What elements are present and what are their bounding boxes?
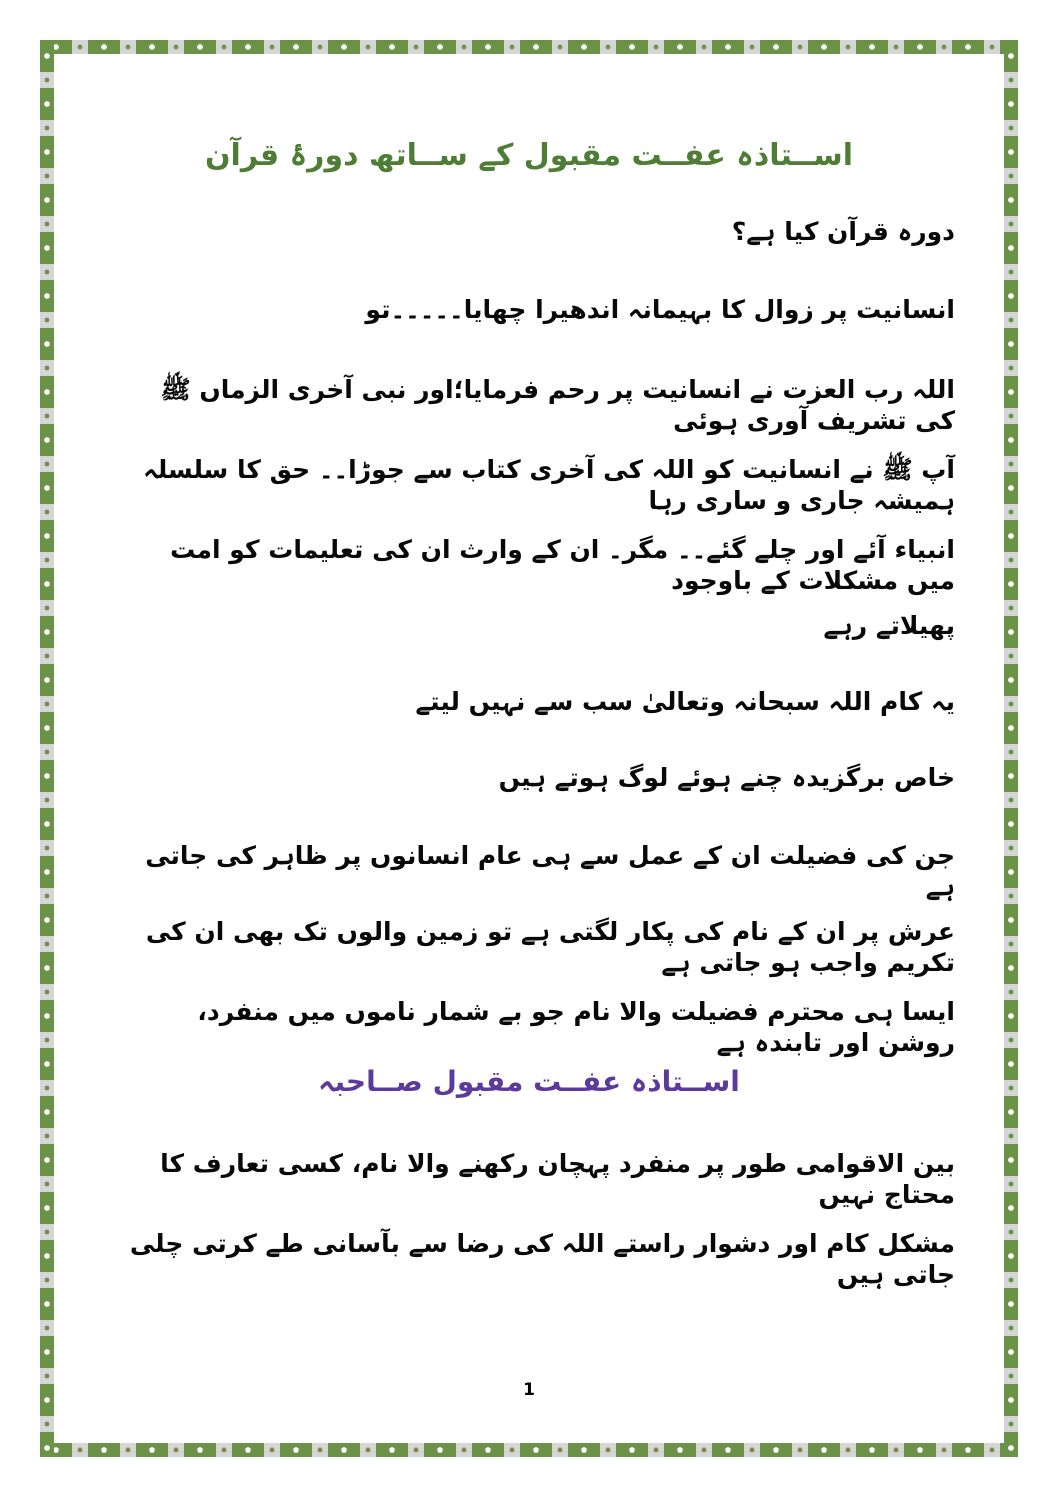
border-right: [1004, 40, 1018, 1457]
border-bottom: [40, 1443, 1018, 1457]
body-line-9: جن کی فضیلت ان کے عمل سے ہی عام انسانوں پر ظاہر کی جاتی ہے: [145, 841, 955, 902]
body-line-7: یہ کام اللہ سبحانہ وتعالیٰ سب سے نہیں لیتے: [415, 687, 955, 716]
body-line-6: پھیلاتے رہے: [823, 611, 955, 640]
body-line-8: خاص برگزیدہ چنے ہوئے لوگ ہوتے ہیں: [498, 763, 955, 792]
border-left: [40, 40, 54, 1457]
border-top: [40, 40, 1018, 54]
body-line-11: ایسا ہی محترم فضیلت والا نام جو بے شمار ناموں میں منفرد، روشن اور تابندہ ہے: [197, 997, 955, 1058]
body-line-3: اللہ رب العزت نے انسانیت پر رحم فرمایا؛اور نبی آخری الزماں ﷺ کی تشریف آوری ہوئی: [160, 375, 955, 436]
section-heading: اســتاذہ عفــت مقبول صــاحبہ: [318, 1065, 740, 1098]
body-line-5: انبیاء آئے اور چلے گئے۔۔ مگر۔ ان کے وارث ان کی تعلیمات کو امت میں مشکلات کے باوجود: [170, 535, 955, 596]
page-title: اســتاذہ عفــت مقبول کے ســاتھ دورۂ قرآن: [204, 138, 854, 173]
body-line-4: آپ ﷺ نے انسانیت کو اللہ کی آخری کتاب سے جوڑا۔۔ حق کا سلسلہ ہمیشہ جاری و ساری رہا: [143, 455, 955, 516]
body-line-10: عرش پر ان کے نام کی پکار لگتی ہے تو زمین والوں تک بھی ان کی تکریم واجب ہو جاتی ہے: [145, 917, 955, 978]
page-number: 1: [523, 1380, 535, 1400]
body-line-12: بین الاقوامی طور پر منفرد پہچان رکھنے والا نام، کسی تعارف کا محتاج نہیں: [160, 1149, 955, 1210]
body-line-1: دورہ قرآن کیا ہے؟: [731, 217, 955, 246]
body-line-2: انسانیت پر زوال کا بہیمانہ اندھیرا چھایا۔۔۔۔۔تو: [365, 295, 955, 324]
body-line-13: مشکل کام اور دشوار راستے اللہ کی رضا سے بآسانی طے کرتی چلی جاتی ہیں: [129, 1229, 955, 1290]
